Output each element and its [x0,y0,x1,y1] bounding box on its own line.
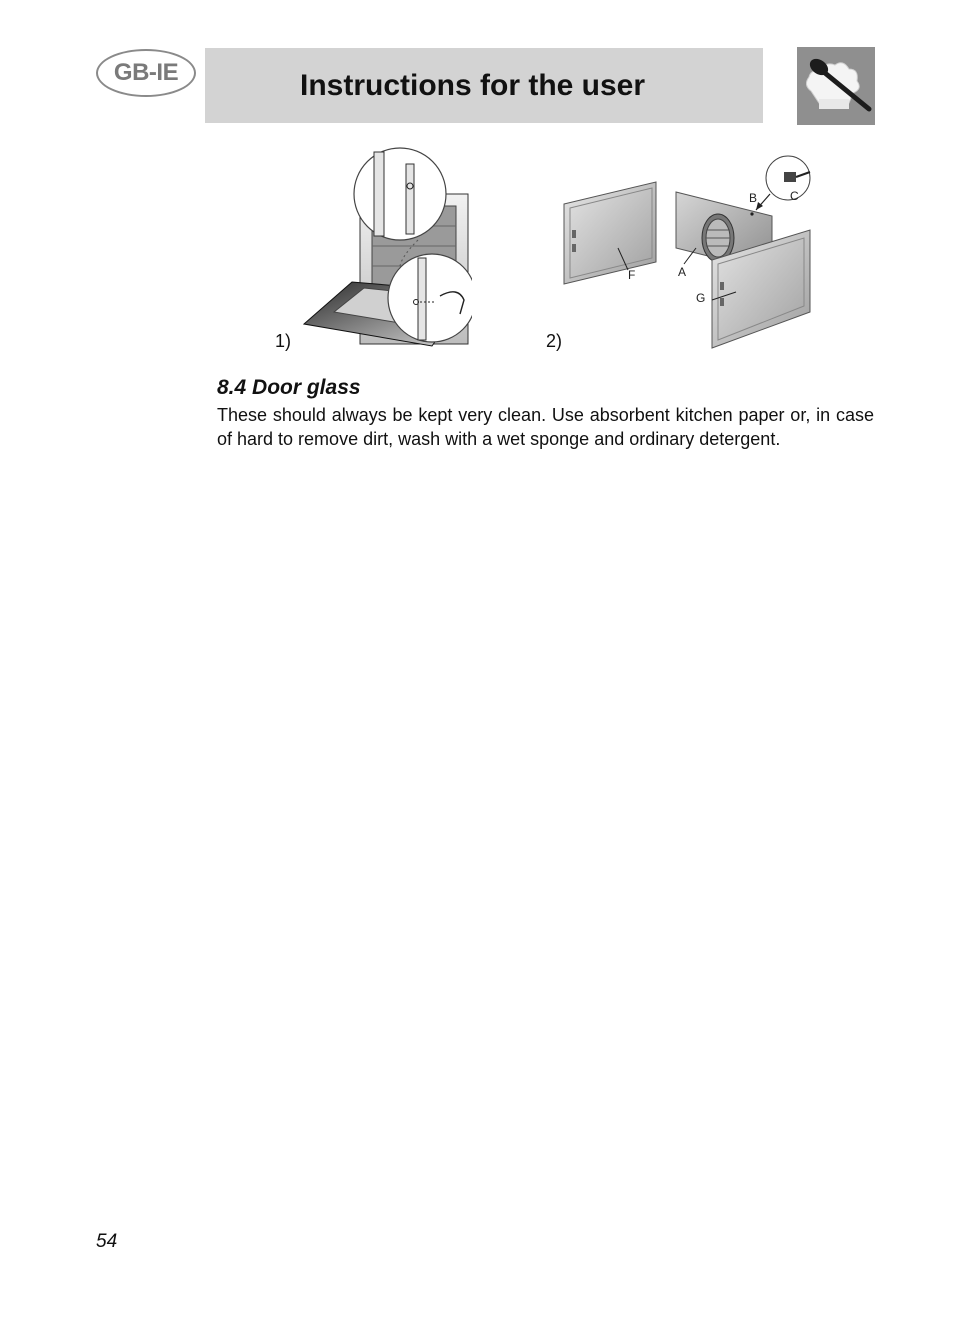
callout-g: G [696,291,706,305]
page-title: Instructions for the user [300,68,646,102]
figure-1-oven-door-hinge [300,146,472,350]
region-badge-label: GB-IE [113,59,179,86]
chef-spoon-icon [797,47,875,125]
header-title-bar [205,48,763,123]
callout-f: F [628,268,636,282]
callout-c: C [790,189,799,203]
callout-a: A [678,265,687,279]
region-badge [96,49,196,97]
section-body-text: These should always be kept very clean. Use absorbent kitchen paper or, in case of hard to remove dirt, wash with a wet sponge and ordinary detergent. [217,405,874,449]
figure-2-door-glass-panels [560,152,820,352]
callout-b: B [749,191,758,205]
figure-2-label: 2) [546,331,563,351]
figure-1-label: 1) [275,331,292,351]
page-number: 54 [96,1231,118,1252]
section-heading: 8.4 Door glass [217,376,361,399]
